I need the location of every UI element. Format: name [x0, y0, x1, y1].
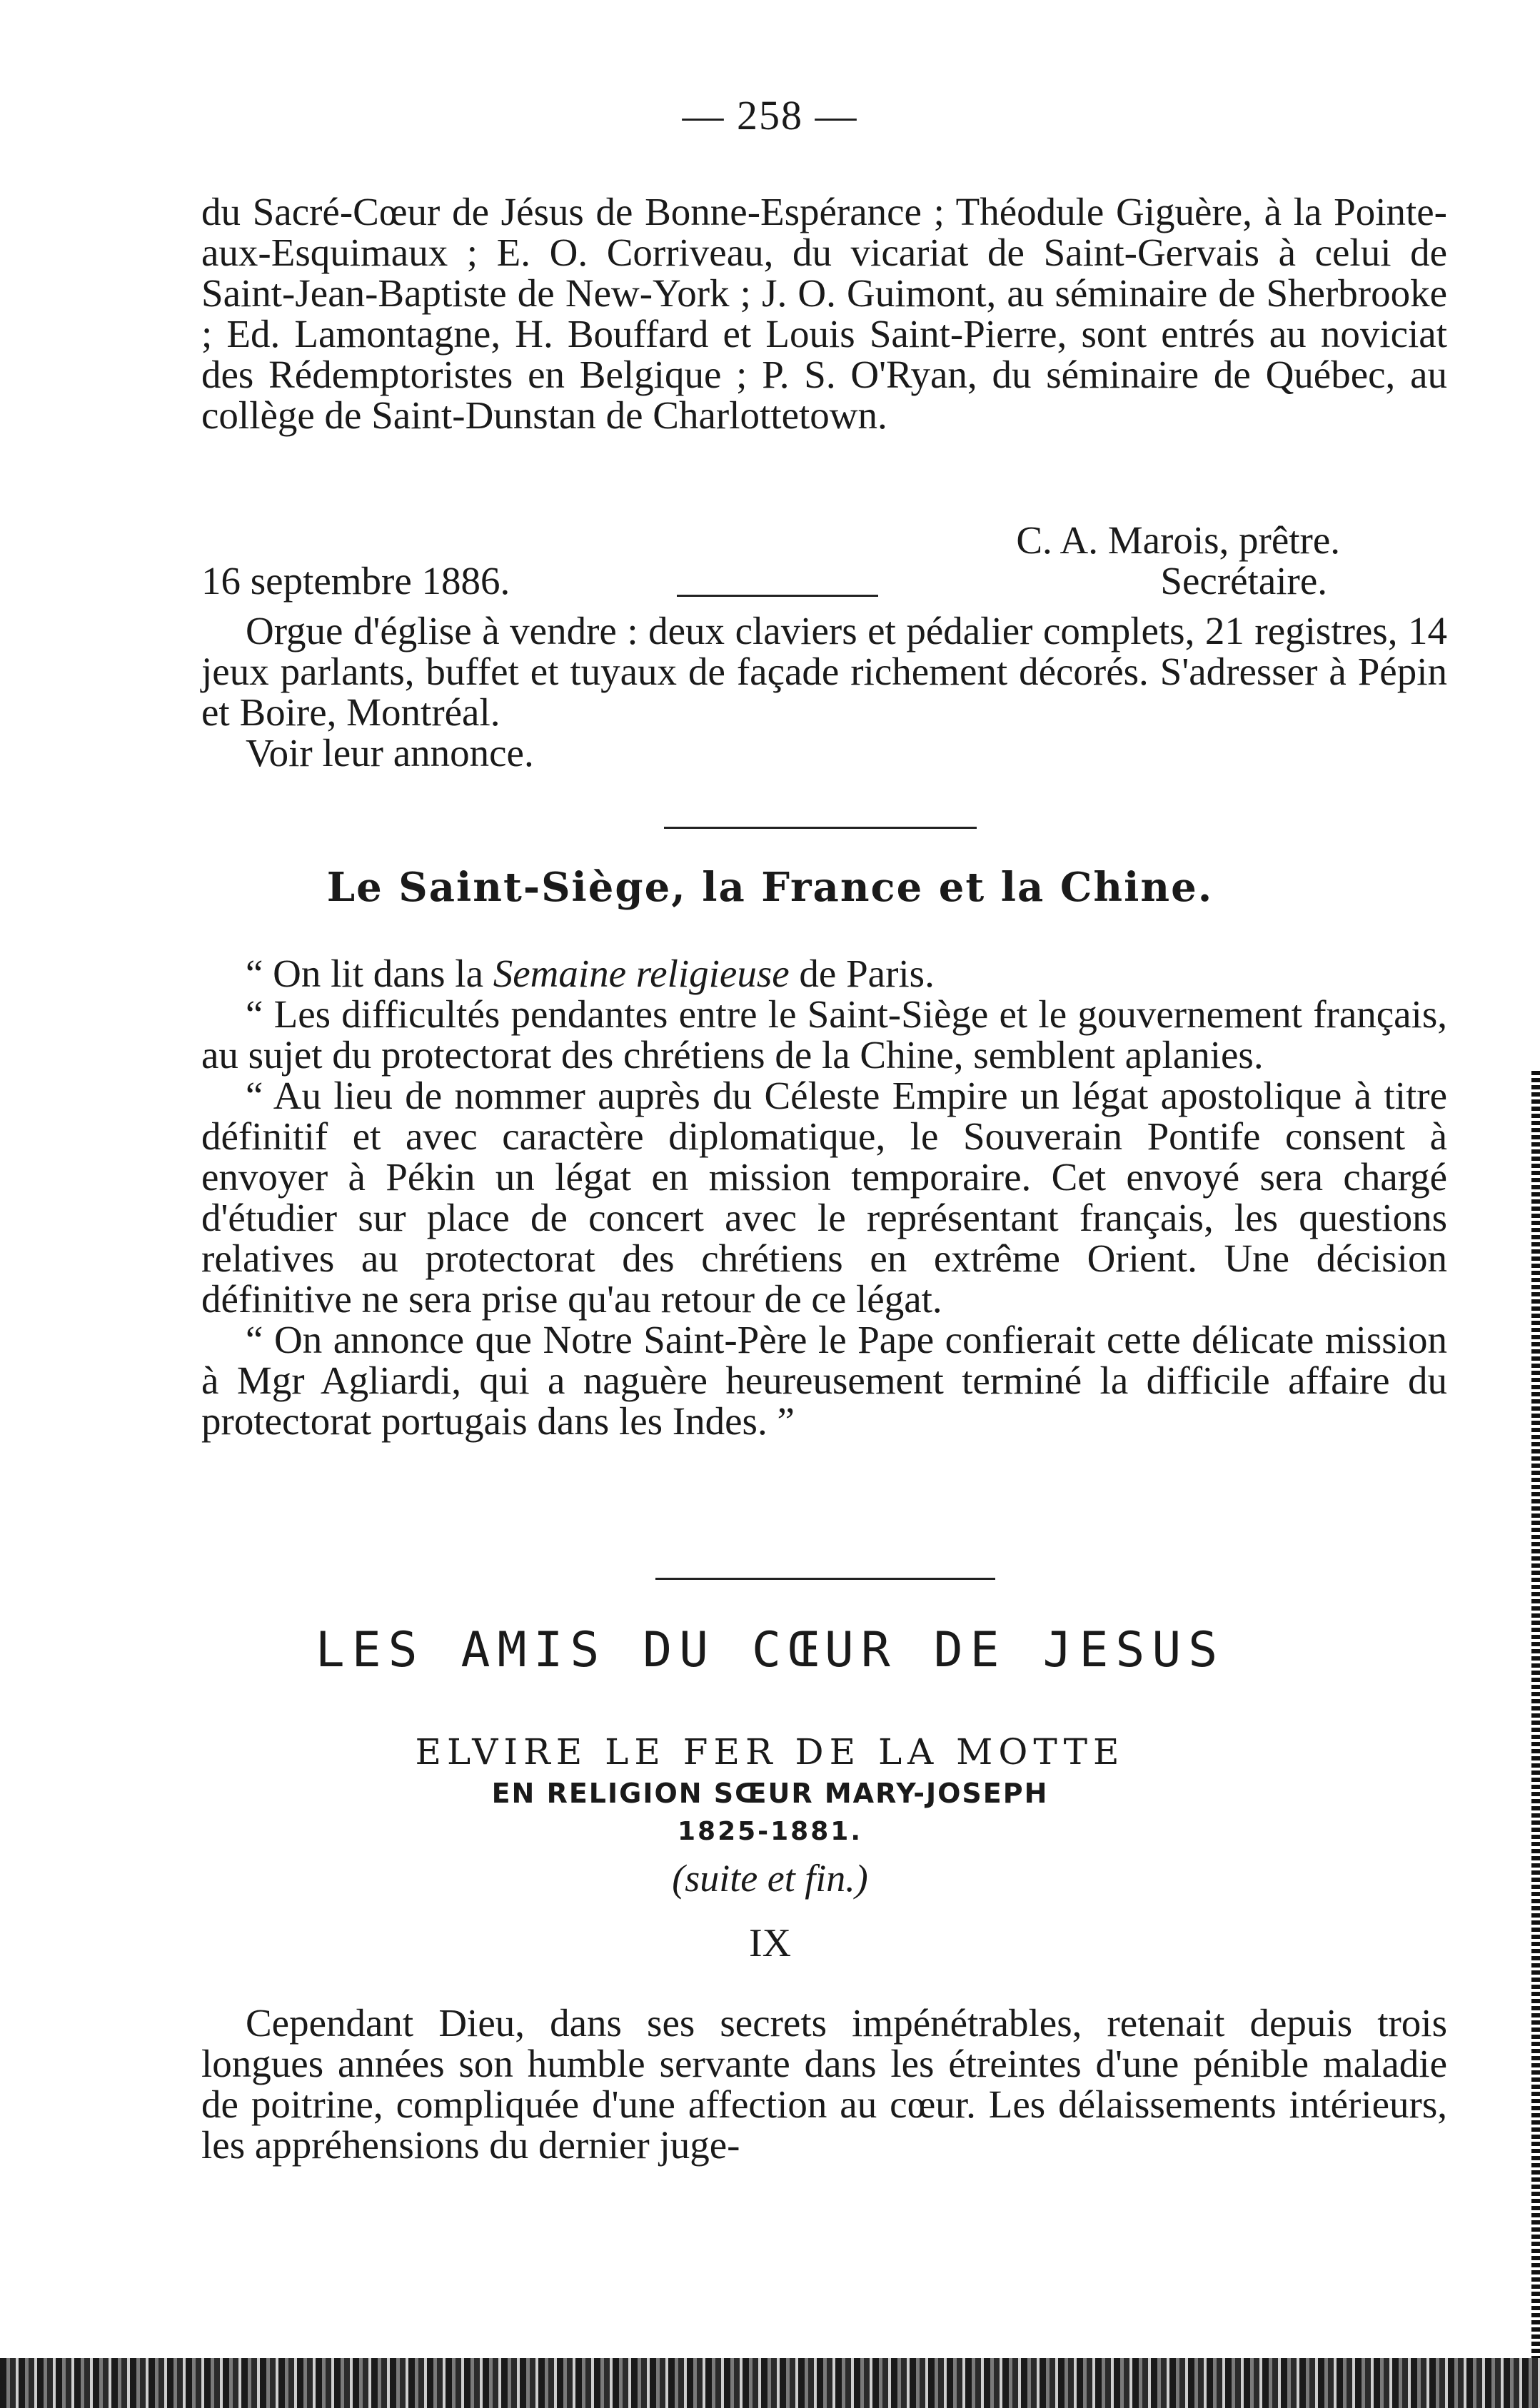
news-paragraph: “ Au lieu de nommer auprès du Céleste Empire un légat apostolique à titre définitif et avec caractère diplomatique, le Souverain Pontife consent à envoyer à Pékin un légat en mission temporaire. Cet envoyé sera chargé d'étudier sur place de concert avec le représentant français, les questions relatives au protectorat des chrétiens en extrême Orient. Une décision définitive ne sera prise qu'au retour de ce légat. [201, 1074, 1447, 1321]
article-continuation: (suite et fin.) [672, 1857, 868, 1900]
news-source-end: de Paris. [789, 952, 935, 995]
separator-rule [655, 1578, 995, 1580]
signature-date: 16 septembre 1886. [201, 559, 510, 603]
article-religious-name: EN RELIGION SŒUR MARY-JOSEPH [491, 1778, 1049, 1809]
news-paragraph: “ Les difficultés pendantes entre le Saint-Siège et le gouvernement français, au sujet du protectorat des chrétiens de la Chine, semblent aplanies. [201, 992, 1447, 1077]
page-number: — 258 — [682, 92, 858, 138]
letter-paragraph: du Sacré-Cœur de Jésus de Bonne-Espérance ; Théodule Giguère, à la Pointe-aux-Esquimaux ; E. O. Corriveau, du vicariat de Saint-Gervais à celui de Saint-Jean-Baptiste de New-York ; J. O. Guimont, au séminaire de Sherbrooke ; Ed. Lamontagne, H. Bouffard et Louis Saint-Pierre, sont entrés au noviciat des Rédemptoristes en Belgique ; P. S. O'Ryan, du séminaire de Québec, au collège de Saint-Dunstan de Charlottetown. [201, 190, 1447, 437]
article-opening-paragraph: Cependant Dieu, dans ses secrets impénétrables, retenait depuis trois longues années son humble servante dans les étreintes d'une pénible maladie de poitrine, compliquée d'une affection au cœur. Les délaissements intérieurs, les appréhensions du dernier juge- [201, 2001, 1447, 2167]
article-body [201, 2003, 1447, 2165]
separator-rule [677, 595, 878, 597]
scan-bottom-edge [0, 2358, 1540, 2408]
news-source [201, 953, 1447, 994]
article-subject: ELVIRE LE FER DE LA MOTTE [415, 1731, 1125, 1773]
news-article [201, 953, 1447, 1441]
chapter-number: IX [748, 1921, 792, 1965]
article-heading: LES AMIS DU CŒUR DE JESUS [315, 1622, 1225, 1678]
separator-rule [664, 827, 977, 829]
signature-title: Secrétaire. [1160, 559, 1327, 603]
news-heading: Le Saint-Siège, la France et la Chine. [326, 864, 1214, 911]
see-ad-text: Voir leur annonce. [246, 731, 534, 775]
page-edge-shadow [1531, 1071, 1540, 2408]
signature-name: C. A. Marois, prêtre. [1016, 518, 1340, 562]
news-source-title: Semaine religieuse [493, 952, 790, 995]
news-source-intro: “ On lit dans la [246, 952, 493, 995]
organ-notice-text: Orgue d'église à vendre : deux claviers et pédalier complets, 21 registres, 14 jeux parlants, buffet et tuyaux de façade richement décorés. S'adresser à Pépin et Boire, Montréal. [201, 609, 1447, 734]
organ-notice [201, 610, 1447, 773]
letter-section [201, 191, 1447, 435]
news-paragraph: “ On annonce que Notre Saint-Père le Pape confierait cette délicate mission à Mgr Agliardi, qui a naguère heureusement terminé la difficile affaire du protectorat portugais dans les Indes. ” [201, 1318, 1447, 1443]
article-years: 1825-1881. [677, 1817, 862, 1846]
signature-block [201, 520, 1447, 601]
